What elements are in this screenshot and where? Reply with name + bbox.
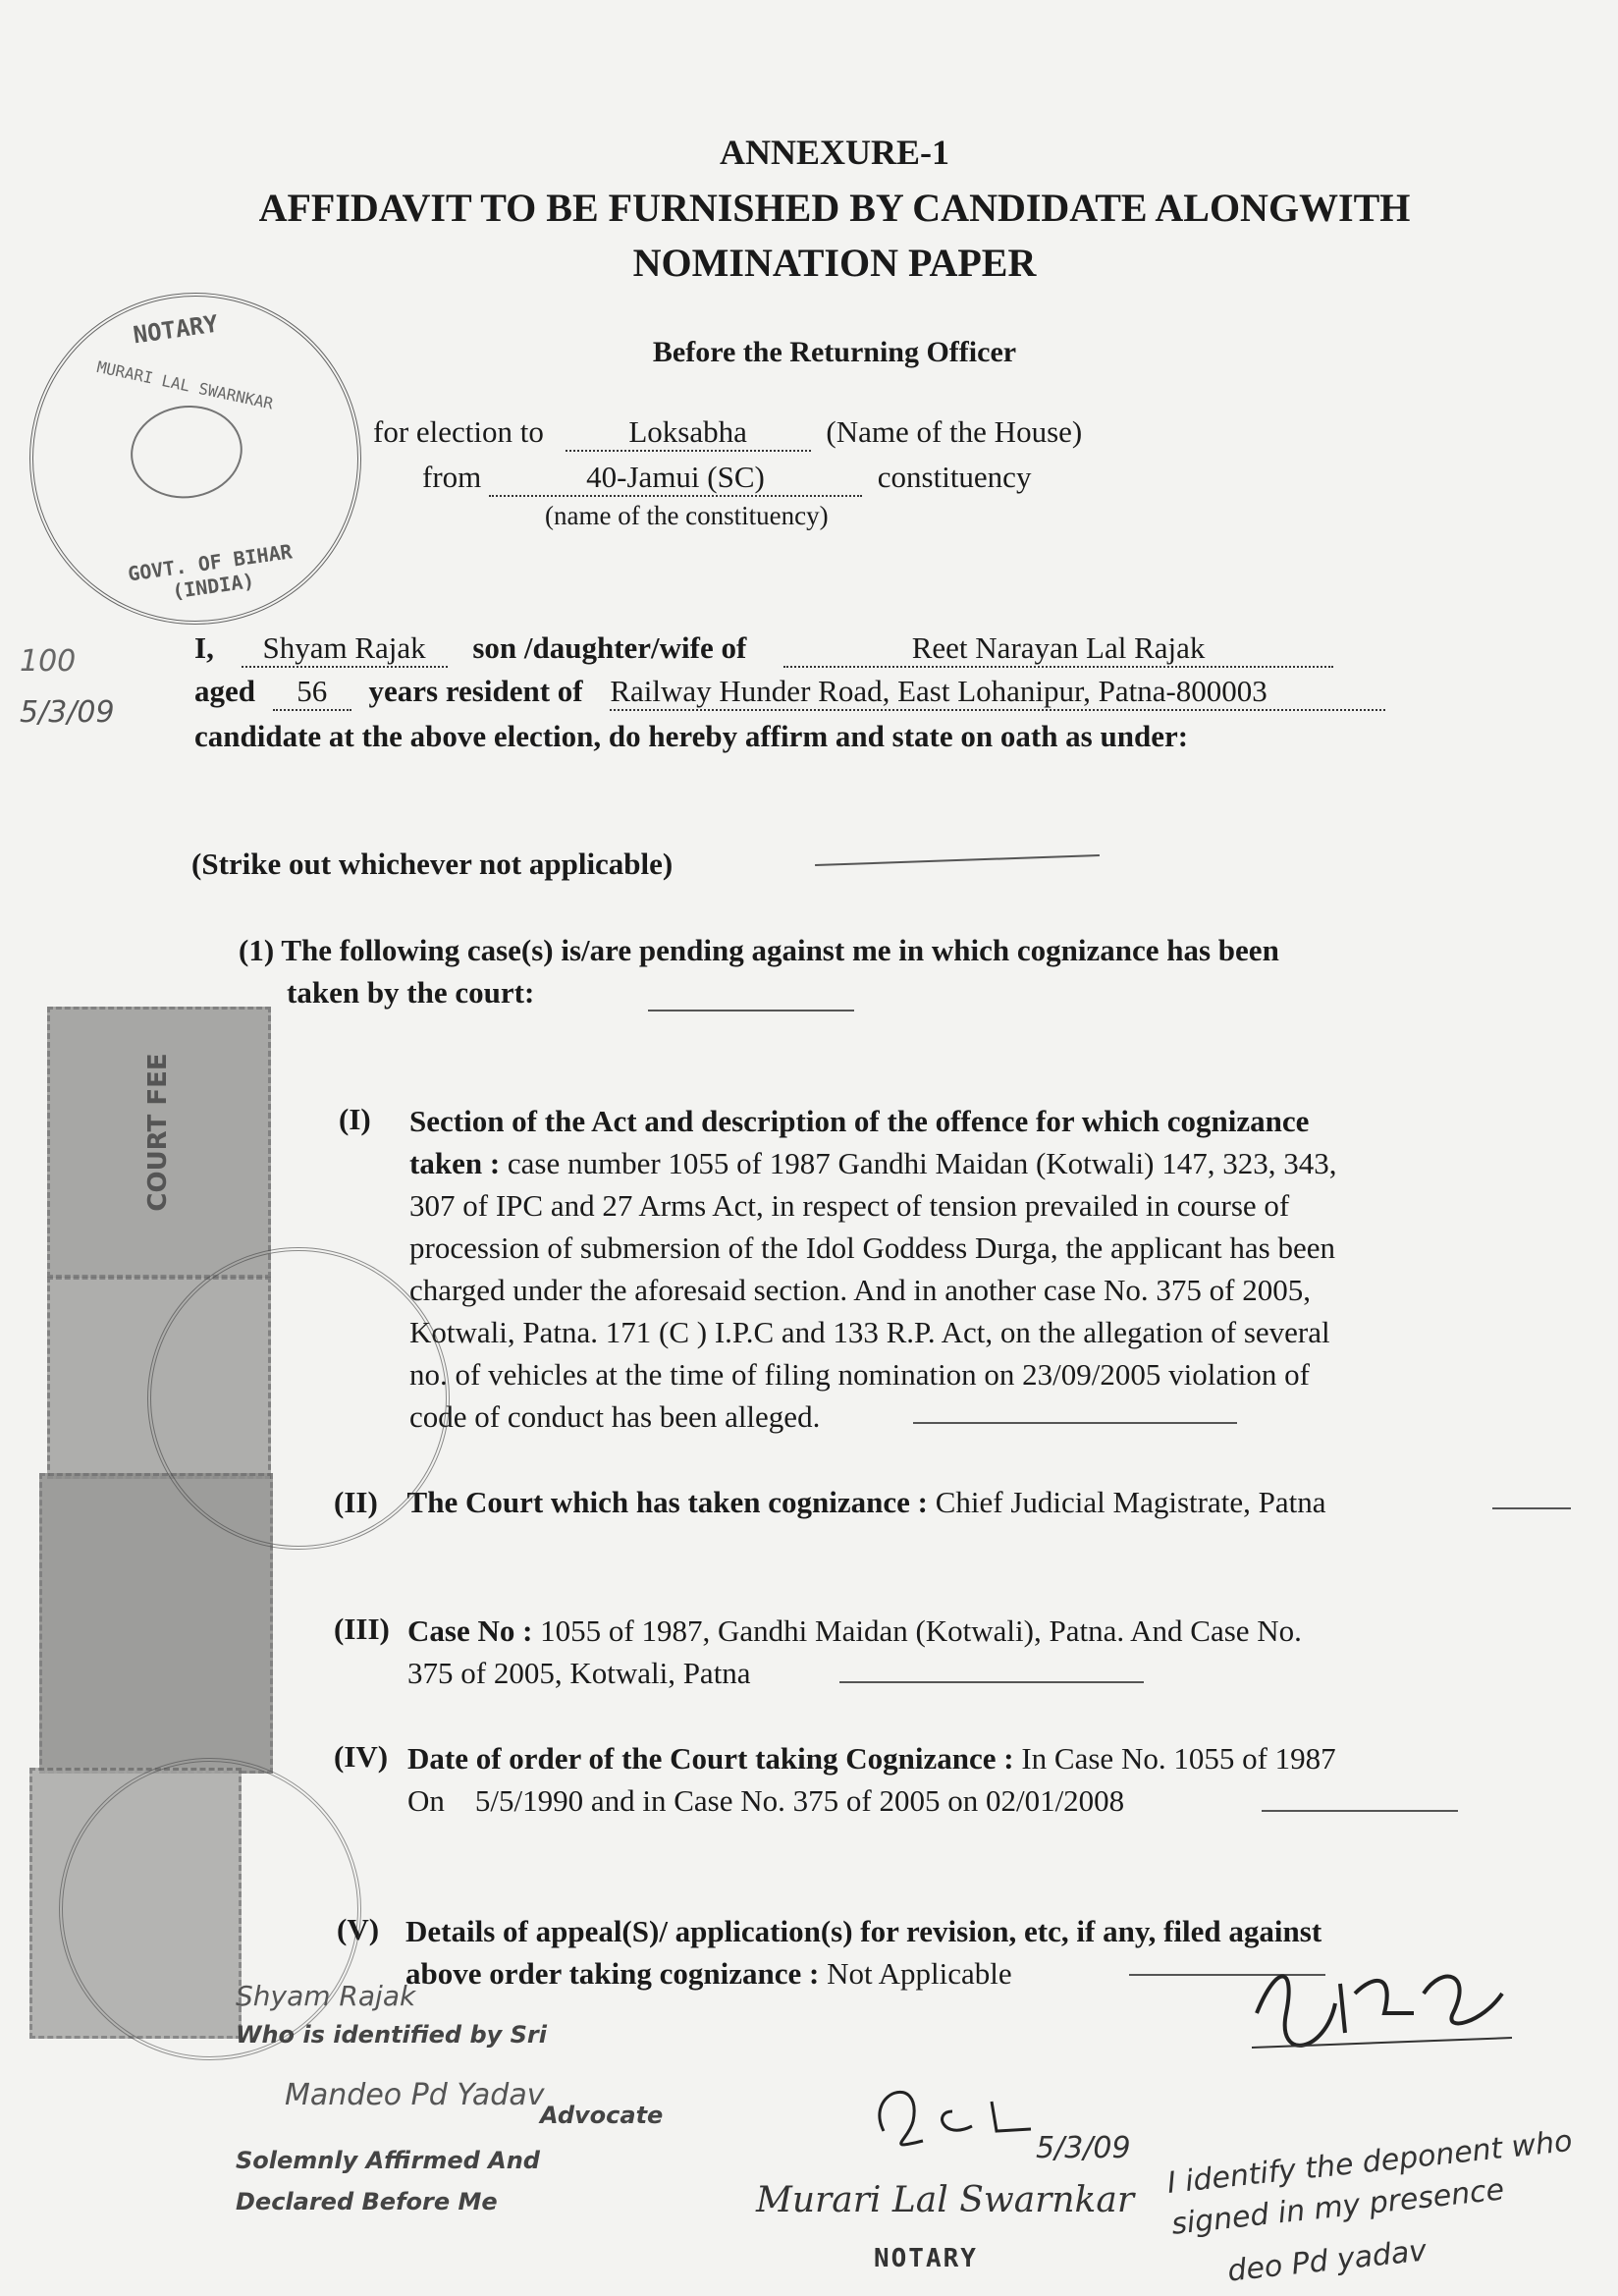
- item-iii-lead: Case No :: [407, 1613, 533, 1648]
- item-ii-rule: [1492, 1507, 1571, 1509]
- item-iii-text1: 1055 of 1987, Gandhi Maidan (Kotwali), Patna. And Case No.: [540, 1613, 1302, 1648]
- clause1-line1: [239, 933, 1279, 968]
- item-iv-lead: Date of order of the Court taking Cognizance :: [407, 1741, 1014, 1776]
- affirm-declared: Declared Before Me: [236, 2188, 498, 2215]
- before-returning-officer: Before the Returning Officer: [652, 336, 1017, 368]
- election-house-line: [373, 414, 1082, 452]
- house-note: (Name of the House): [826, 414, 1083, 449]
- parent-name: Reet Narayan Lal Rajak: [783, 630, 1333, 668]
- item-iv-line2: On 5/5/1990 and in Case No. 375 of 2005 on 02/01/2008: [407, 1783, 1125, 1818]
- court-fee-stamp-1: [47, 1007, 271, 1278]
- declarant-name-line: [194, 630, 1333, 668]
- item-i-line2: 307 of IPC and 27 Arms Act, in respect of tension prevailed in course of: [409, 1188, 1290, 1223]
- item-i-rule: [913, 1422, 1237, 1424]
- identify-name: deo Pd yadav: [1225, 2233, 1429, 2289]
- clause1-text-continued: taken by the court:: [287, 975, 535, 1010]
- item-i-line4: charged under the aforesaid section. And in another case No. 375 of 2005,: [409, 1273, 1311, 1307]
- item-i-number: (I): [339, 1102, 371, 1136]
- annexure-heading: ANNEXURE-1: [720, 133, 949, 172]
- strike-note-rule: [815, 854, 1100, 866]
- aged-label: aged: [194, 674, 255, 708]
- affirm-solemnly: Solemnly Affirmed And: [236, 2147, 540, 2174]
- deponent-signature: [1247, 1954, 1522, 2067]
- item-iv-text1: In Case No. 1055 of 1987: [1021, 1741, 1336, 1776]
- item-iv-line1: [407, 1737, 1487, 1779]
- notary-footer-label: NOTARY: [874, 2244, 978, 2273]
- item-i-lead2: taken :: [409, 1146, 501, 1180]
- affirm-identified-by: Who is identified by Sri: [236, 2021, 547, 2049]
- notary-seal: [8, 271, 383, 646]
- i-label: I,: [194, 630, 214, 665]
- item-ii-line: [334, 1485, 1325, 1520]
- item-v-lead: Details of appeal(S)/ application(s) for revision, etc, if any, filed against: [405, 1914, 1322, 1948]
- document-title: AFFIDAVIT TO BE FURNISHED BY CANDIDATE ALONGWITH: [258, 186, 1411, 230]
- item-i-line6: no. of vehicles at the time of filing nomination on 23/09/2005 violation of: [409, 1357, 1310, 1392]
- item-i-line3: procession of submersion of the Idol Goddess Durga, the applicant has been: [409, 1230, 1335, 1265]
- clause1-number: (1): [239, 933, 275, 967]
- affirm-advocate: Advocate: [540, 2102, 664, 2129]
- item-i-line7: code of conduct has been alleged.: [409, 1399, 821, 1434]
- stamp-seal-ring: [147, 1247, 450, 1550]
- notary-seal-inner-ring: [125, 399, 248, 506]
- notary-seal-title: NOTARY: [131, 309, 220, 350]
- item-iii-rule: [839, 1681, 1144, 1683]
- item-ii-number: (II): [334, 1485, 378, 1519]
- item-v-lead2: above order taking cognizance :: [405, 1956, 820, 1991]
- address-value: Railway Hunder Road, East Lohanipur, Patna-800003: [610, 674, 1385, 711]
- item-i-line5: Kotwali, Patna. 171 (C ) I.P.C and 133 R.P. Act, on the allegation of several: [409, 1315, 1330, 1349]
- for-election-label: for election to: [373, 414, 544, 449]
- notary-seal-name: MURARI LAL SWARNKAR: [95, 356, 275, 413]
- margin-note-number: 100: [20, 644, 77, 679]
- from-label: from: [422, 460, 482, 494]
- item-iii-number: (III): [334, 1612, 390, 1646]
- notary-stamp-date: 5/3/09: [1036, 2131, 1131, 2165]
- item-v-number: (V): [337, 1912, 380, 1946]
- item-iv-rule: [1262, 1810, 1458, 1812]
- affirm-identifier-name: Mandeo Pd Yadav: [285, 2078, 545, 2112]
- item-iii-line1: [407, 1610, 1487, 1652]
- item-v-value: Not Applicable: [827, 1956, 1012, 1991]
- item-ii-value: Chief Judicial Magistrate, Patna: [935, 1485, 1326, 1519]
- deponent-signature-scribble: [1247, 1954, 1522, 2062]
- affirm-deponent-name: Shyam Rajak: [236, 1980, 416, 2012]
- notary-seal-place: GOVT. OF BIHAR (INDIA): [126, 539, 295, 604]
- constituency-suffix: constituency: [877, 460, 1032, 494]
- clause1-text: The following case(s) is/are pending against me in which cognizance has been: [281, 933, 1279, 967]
- relation-label: son /daughter/wife of: [472, 630, 747, 665]
- document-title-line2: NOMINATION PAPER: [632, 241, 1037, 285]
- constituency-value: 40-Jamui (SC): [489, 460, 862, 497]
- declarant-age-line: [194, 674, 1385, 711]
- margin-note-date: 5/3/09: [20, 695, 115, 730]
- constituency-note: (name of the constituency): [545, 501, 829, 530]
- resident-label: years resident of: [368, 674, 583, 708]
- item-i-lead: Section of the Act and description of the offence for which cognizance: [409, 1104, 1310, 1138]
- identify-note: I identify the deponent who signed in my presence: [1165, 2123, 1575, 2242]
- declarant-name: Shyam Rajak: [242, 630, 448, 668]
- item-i-line1: [409, 1142, 1480, 1184]
- item-iv-number: (IV): [334, 1739, 389, 1774]
- item-ii-lead: The Court which has taken cognizance :: [406, 1485, 928, 1519]
- age-value: 56: [273, 674, 351, 711]
- oath-statement: candidate at the above election, do hereby affirm and state on oath as under:: [194, 719, 1189, 753]
- clause1-rule: [648, 1010, 854, 1011]
- item-i-body: [409, 1100, 1480, 1438]
- house-value: Loksabha: [566, 414, 811, 452]
- election-constituency-line: [422, 460, 1031, 497]
- court-fee-label: COURT FEE: [143, 1053, 173, 1212]
- item-i-text1: case number 1055 of 1987 Gandhi Maidan (Kotwali) 147, 323, 343,: [507, 1146, 1337, 1180]
- stamp-seal-ring-lower: [59, 1758, 361, 2060]
- strike-note: (Strike out whichever not applicable): [191, 847, 674, 881]
- item-iii-line2: 375 of 2005, Kotwali, Patna: [407, 1656, 751, 1690]
- notary-signature-name: Murari Lal Swarnkar: [756, 2180, 1135, 2220]
